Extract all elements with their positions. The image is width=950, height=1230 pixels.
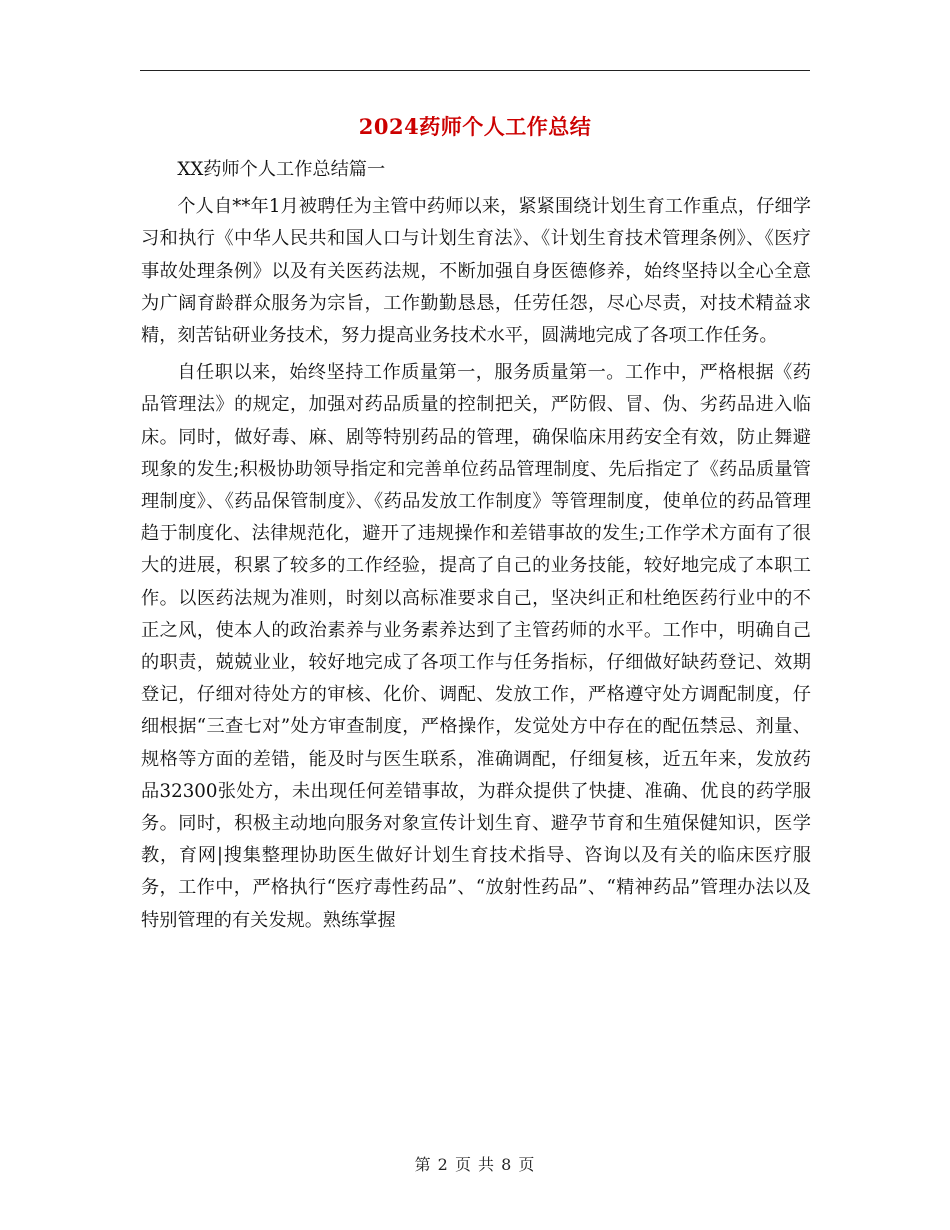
document-title: 2024药师个人工作总结 bbox=[358, 114, 592, 139]
page-number-label: 第 2 页 共 8 页 bbox=[414, 1155, 536, 1174]
page-number-footer bbox=[0, 1152, 950, 1175]
header-rule bbox=[140, 70, 810, 71]
paragraph-1: 个人自**年1月被聘任为主管中药师以来，紧紧围绕计划生育工作重点，仔细学习和执行《中华人民共和国人口与计划生育法》、《计划生育技术管理条例》、《医疗事故处理条例》以及有关医药法规，不断加强自身医德修养，始终坚持以全心全意为广阔育龄群众服务为宗旨，工作勤勤恳恳，任劳任怨，尽心尽责，对技术精益求精，刻苦钻研业务技术，努力提高业务技术水平，圆满地完成了各项工作任务。 bbox=[141, 196, 811, 347]
document-body bbox=[141, 154, 811, 937]
paragraph-2: 自任职以来，始终坚持工作质量第一，服务质量第一。工作中，严格根据《药品管理法》的规定，加强对药品质量的控制把关，严防假、冒、伪、劣药品进入临床。同时，做好毒、麻、剧等特别药品的管理，确保临床用药安全有效，防止舞避现象的发生;积极协助领导指定和完善单位药品管理制度、先后指定了《药品质量管理制度》、《药品保管制度》、《药品发放工作制度》等管理制度，使单位的药品管理趋于制度化、法律规范化，避开了违规操作和差错事故的发生;工作学术方面有了很大的进展，积累了较多的工作经验，提高了自己的业务技能，较好地完成了本职工作。以医药法规为准则，时刻以高标准要求自己，坚决纠正和杜绝医药行业中的不正之风，使本人的政治素养与业务素养达到了主管药师的水平。工作中，明确自己的职责，兢兢业业，较好地完成了各项工作与任务指标，仔细做好缺药登记、效期登记，仔细对待处方的审核、化价、调配、发放工作，严格遵守处方调配制度，仔细根据“三查七对”处方审查制度，严格操作，发觉处方中存在的配伍禁忌、剂量、规格等方面的差错，能及时与医生联系，准确调配，仔细复核，近五年来，发放药品32300张处方，未出现任何差错事故，为群众提供了快捷、准确、优良的药学服务。同时，积极主动地向服务对象宣传计划生育、避孕节育和生殖保健知识，医学教，育网|搜集整理协助医生做好计划生育技术指导、咨询以及有关的临床医疗服务，工作中，严格执行“医疗毒性药品”、“放射性药品”、“精神药品”管理办法以及特别管理的有关发规。熟练掌握 bbox=[141, 362, 811, 931]
section-subtitle: XX药师个人工作总结篇一 bbox=[177, 159, 386, 180]
